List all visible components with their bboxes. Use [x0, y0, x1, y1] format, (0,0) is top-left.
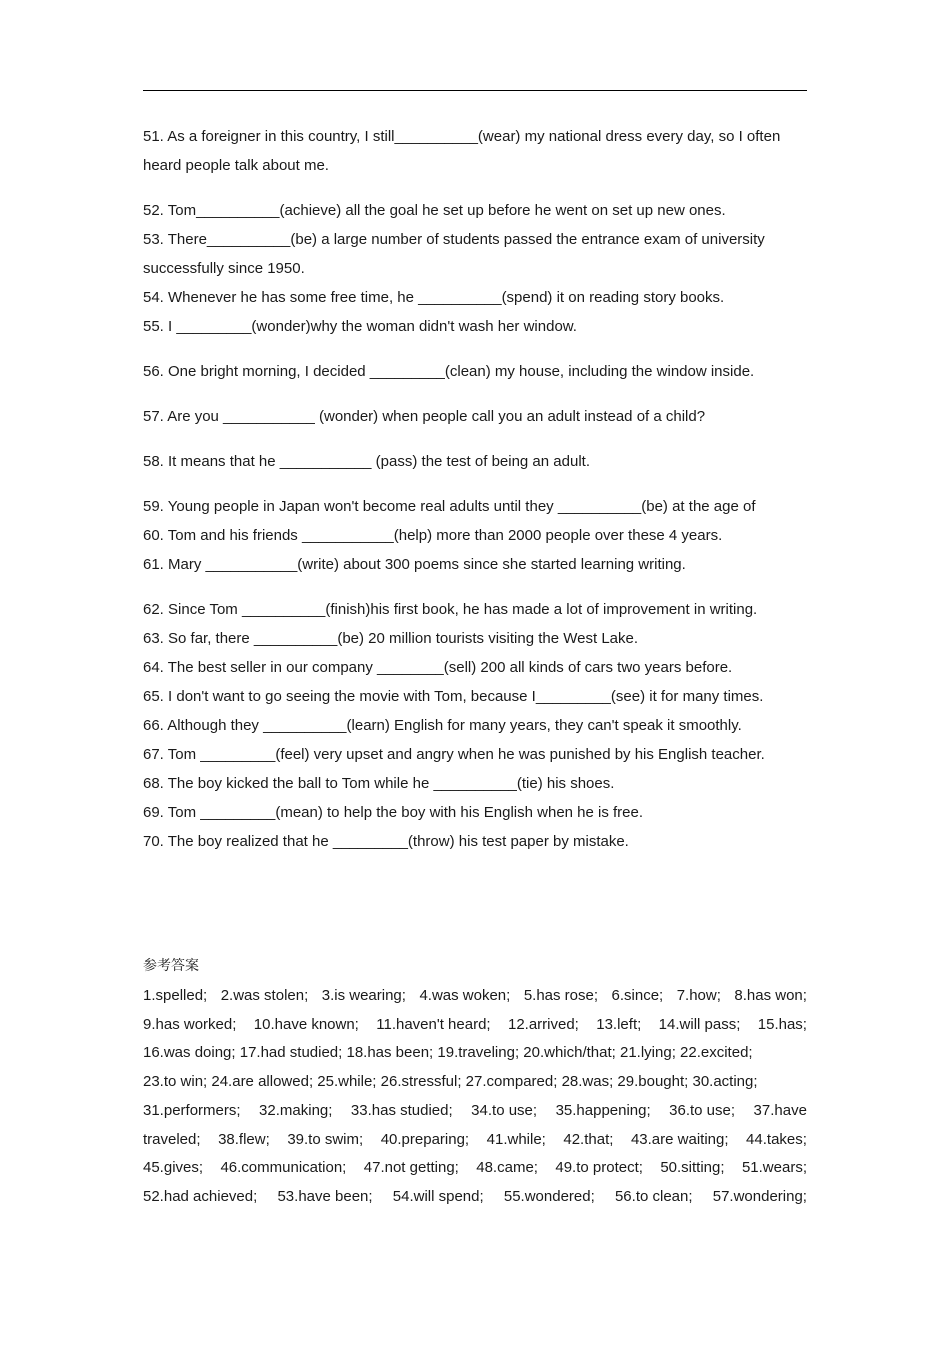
answer-item: 2.was stolen; — [220, 987, 309, 1004]
answer-item: 33.has studied; — [350, 1101, 453, 1119]
question-51: 51. As a foreigner in this country, I still__________(wear) my national dress every day, so I often heard people talk about me. — [143, 128, 781, 174]
answer-key — [143, 982, 807, 1212]
question-53: 53. There__________(be) a large number of students passed the entrance exam of university successfully since 1950. — [143, 231, 765, 277]
answer-item: 11.haven't heard; — [376, 1015, 491, 1033]
answer-item: 12.arrived; — [507, 1015, 579, 1033]
answer-item: 55.wondered; — [503, 1187, 595, 1205]
question-69: 69. Tom _________(mean) to help the boy with his English when he is free. — [143, 804, 644, 821]
header-rule — [143, 90, 807, 91]
question-57: 57. Are you ___________ (wonder) when people call you an adult instead of a child? — [143, 408, 706, 425]
answer-item: 15.has; — [757, 1015, 807, 1033]
answer-line — [143, 1011, 807, 1040]
answer-item: 47.not getting; — [363, 1159, 459, 1177]
answer-item: 50.sitting; — [660, 1159, 725, 1177]
answer-item: 53.have been; — [277, 1187, 373, 1205]
answer-item: 54.will spend; — [392, 1187, 484, 1205]
question-68: 68. The boy kicked the ball to Tom while he __________(tie) his shoes. — [143, 775, 615, 792]
answer-item: 37.have — [753, 1101, 807, 1119]
answer-item: 31.performers; — [143, 1101, 241, 1119]
answer-item: 39.to swim; — [287, 1130, 364, 1148]
answer-item: 5.has rose; — [523, 987, 599, 1004]
question-61: 61. Mary ___________(write) about 300 poems since she started learning writing. — [143, 556, 686, 573]
question-60: 60. Tom and his friends ___________(help) more than 2000 people over these 4 years. — [143, 527, 723, 544]
question-58: 58. It means that he ___________ (pass) the test of being an adult. — [143, 453, 590, 470]
answer-item: 38.flew; — [218, 1130, 270, 1148]
answer-item: 56.to clean; — [614, 1187, 693, 1205]
answer-item: 48.came; — [476, 1159, 538, 1177]
answer-item: 41.while; — [486, 1130, 546, 1148]
question-54: 54. Whenever he has some free time, he __________(spend) it on reading story books. — [143, 289, 725, 306]
answer-item: 49.to protect; — [555, 1159, 643, 1177]
question-52: 52. Tom__________(achieve) all the goal he set up before he went on set up new ones. — [143, 202, 726, 219]
question-64: 64. The best seller in our company ________(sell) 200 all kinds of cars two years before. — [143, 659, 733, 676]
answer-item: 14.will pass; — [658, 1015, 741, 1033]
question-56: 56. One bright morning, I decided _________(clean) my house, including the window inside. — [143, 363, 755, 380]
answer-item: 36.to use; — [669, 1101, 736, 1119]
answer-item: 7.how; — [676, 987, 721, 1004]
answer-item: 52.had achieved; — [143, 1187, 258, 1205]
answer-item: traveled; — [143, 1130, 201, 1148]
answer-item: 43.are waiting; — [630, 1130, 729, 1148]
answer-item: 8.has won; — [734, 987, 807, 1004]
answer-item: 42.that; — [563, 1130, 614, 1148]
answers-heading: 参考答案 — [143, 958, 199, 974]
answer-item: 10.have known; — [253, 1015, 359, 1033]
answer-item: 44.takes; — [746, 1130, 807, 1148]
answer-item: 16.was doing; 17.had studied; 18.has been; 19.traveling; 20.which/that; 21.lying; 22.excited; — [143, 1044, 753, 1062]
answer-item: 51.wears; — [741, 1159, 807, 1177]
question-55: 55. I _________(wonder)why the woman didn't wash her window. — [143, 318, 577, 335]
answer-item: 57.wondering; — [712, 1187, 807, 1205]
answer-item: 34.to use; — [471, 1101, 538, 1119]
answer-line — [143, 1183, 807, 1212]
question-70: 70. The boy realized that he _________(throw) his test paper by mistake. — [143, 833, 629, 850]
question-67: 67. Tom _________(feel) very upset and angry when he was punished by his English teacher. — [143, 746, 765, 763]
question-62: 62. Since Tom __________(finish)his first book, he has made a lot of improvement in writing. — [143, 601, 758, 618]
question-59: 59. Young people in Japan won't become real adults until they __________(be) at the age of — [143, 498, 756, 515]
answer-line — [143, 1126, 807, 1155]
answer-line — [143, 1039, 807, 1068]
answer-item: 32.making; — [259, 1101, 333, 1119]
answer-line — [143, 982, 807, 1011]
answer-item: 3.is wearing; — [321, 987, 406, 1004]
answer-item: 45.gives; — [143, 1159, 204, 1177]
answer-item: 23.to win; 24.are allowed; 25.while; 26.stressful; 27.compared; 28.was; 29.bought; 30.acting; — [143, 1073, 758, 1091]
question-63: 63. So far, there __________(be) 20 million tourists visiting the West Lake. — [143, 630, 639, 647]
answer-item: 46.communication; — [220, 1159, 347, 1177]
answer-item: 6.since; — [611, 987, 664, 1004]
answer-item: 13.left; — [596, 1015, 642, 1033]
question-list — [143, 122, 807, 856]
answer-item: 1.spelled; — [143, 987, 208, 1004]
answer-item: 40.preparing; — [380, 1130, 470, 1148]
answer-item: 35.happening; — [555, 1101, 651, 1119]
answer-item: 4.was woken; — [419, 987, 511, 1004]
answer-line — [143, 1154, 807, 1183]
answer-line — [143, 1068, 807, 1097]
answer-item: 9.has worked; — [143, 1015, 237, 1033]
question-66: 66. Although they __________(learn) English for many years, they can't speak it smoothly. — [143, 717, 742, 734]
question-65: 65. I don't want to go seeing the movie with Tom, because I_________(see) it for many times. — [143, 688, 764, 705]
answer-line — [143, 1097, 807, 1126]
